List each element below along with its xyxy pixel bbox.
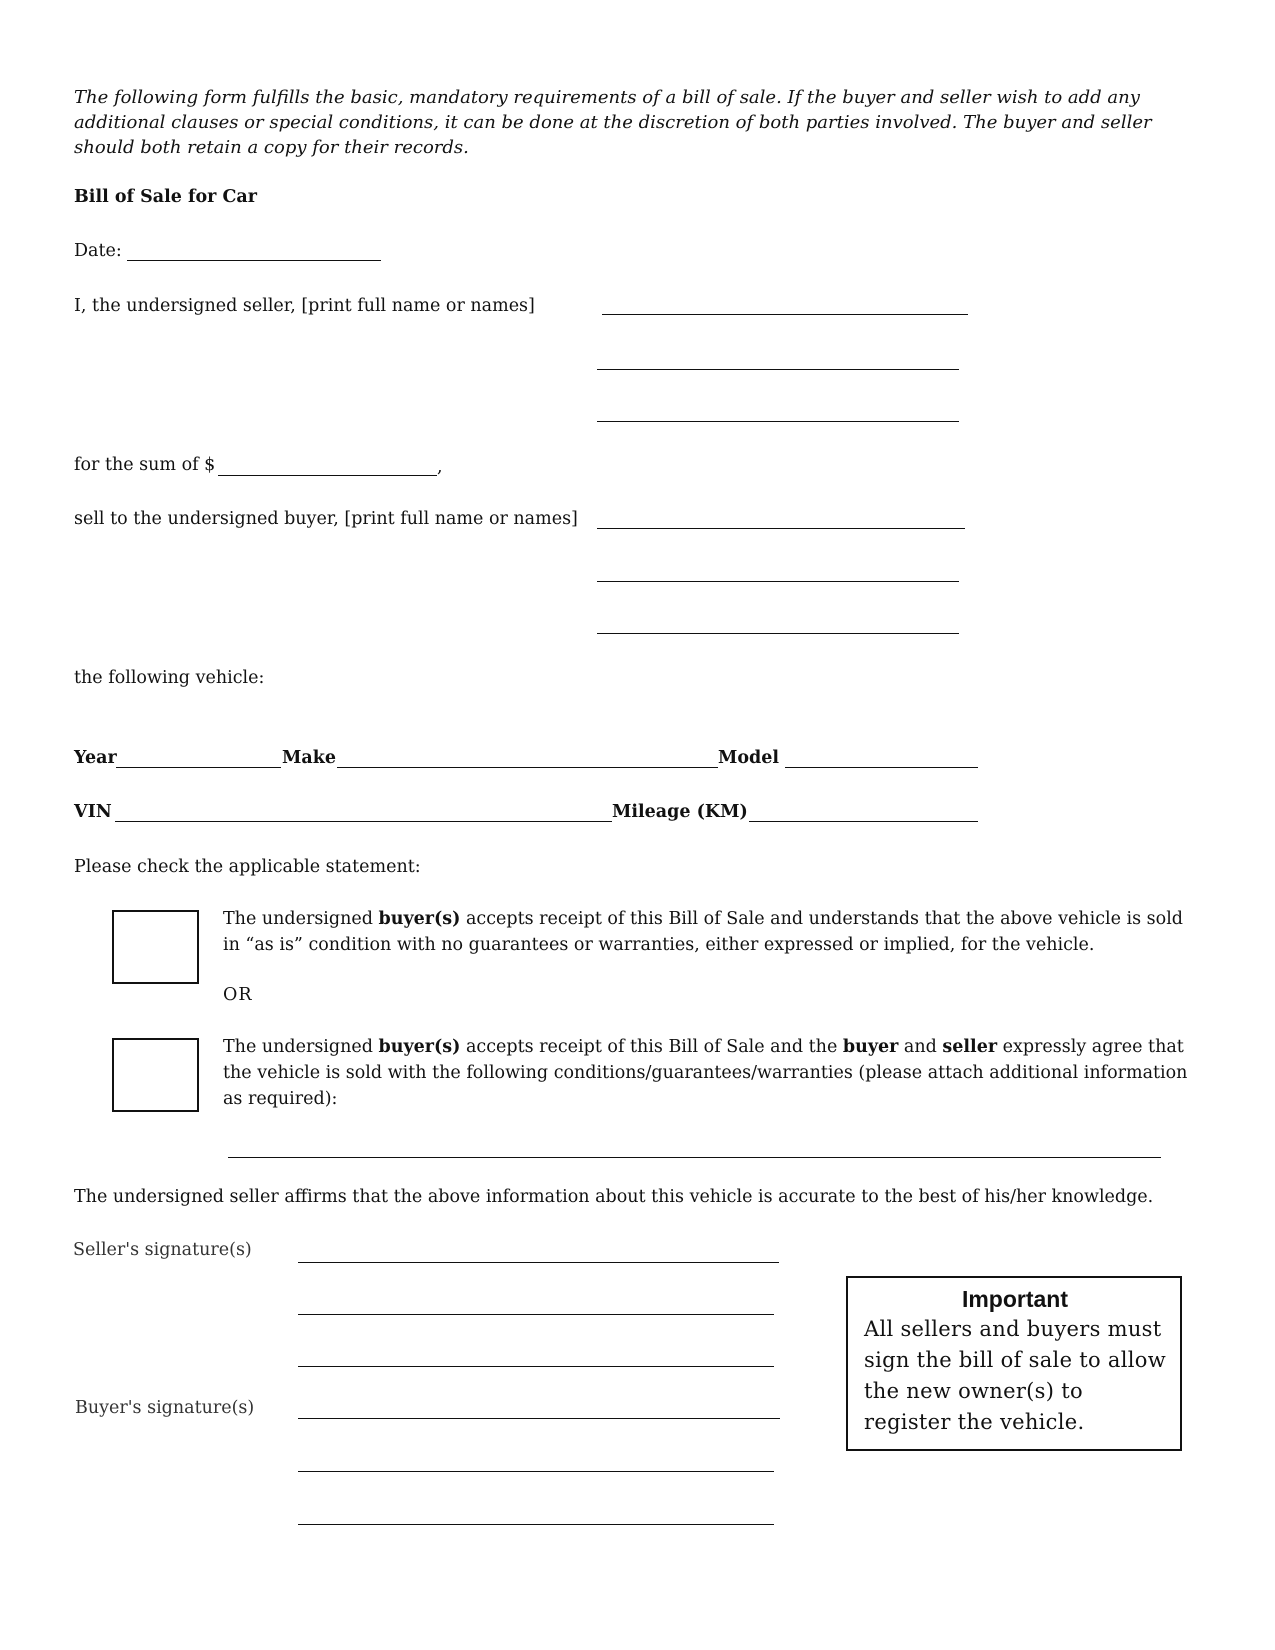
- seller-name-field-3[interactable]: [597, 421, 959, 422]
- seller-signature-label: Seller's signature(s): [73, 1240, 252, 1260]
- sum-label: for the sum of $: [74, 455, 216, 475]
- mileage-field[interactable]: [749, 821, 978, 822]
- important-notice-box: [846, 1276, 1182, 1451]
- intro-paragraph: The following form fulfills the basic, mandatory requirements of a bill of sale. If the buyer and seller wish to add any additional clauses or special conditions, it can be done at the discretion of both parties involved. The buyer and seller should both retain a copy for their records.: [74, 87, 1152, 158]
- sum-field[interactable]: [218, 475, 437, 476]
- date-label: Date:: [74, 241, 122, 261]
- buyer-name-field-3[interactable]: [597, 633, 959, 634]
- conditions-field[interactable]: [228, 1157, 1161, 1158]
- make-label: Make: [282, 748, 336, 768]
- form-title: Bill of Sale for Car: [74, 187, 257, 207]
- seller-name-field-2[interactable]: [597, 369, 959, 370]
- or-separator: OR: [223, 985, 253, 1005]
- vehicle-label: the following vehicle:: [74, 668, 265, 688]
- seller-name-field-1[interactable]: [602, 314, 968, 315]
- buyer-signature-label: Buyer's signature(s): [75, 1398, 255, 1418]
- seller-name-label: I, the undersigned seller, [print full name or names]: [74, 296, 535, 316]
- sum-suffix: ,: [437, 457, 443, 477]
- buyer-name-field-2[interactable]: [597, 581, 959, 582]
- make-field[interactable]: [337, 767, 718, 768]
- seller-signature-field-2[interactable]: [298, 1314, 774, 1315]
- vin-label: VIN: [74, 802, 112, 822]
- seller-signature-field-1[interactable]: [298, 1262, 779, 1263]
- as-is-checkbox[interactable]: [112, 910, 199, 984]
- model-field[interactable]: [785, 767, 978, 768]
- buyer-signature-field-3[interactable]: [298, 1524, 774, 1525]
- vin-field[interactable]: [115, 821, 612, 822]
- year-field[interactable]: [116, 767, 281, 768]
- conditions-statement: The undersigned buyer(s) accepts receipt of this Bill of Sale and the buyer and seller expressly agree that the vehicle is sold with the following conditions/guarantees/warranties (please attach additional information as required):: [223, 1037, 1188, 1109]
- check-prompt: Please check the applicable statement:: [74, 857, 421, 877]
- buyer-signature-field-1[interactable]: [298, 1418, 780, 1419]
- important-text: All sellers and buyers must sign the bill of sale to allow the new owner(s) to register the vehicle.: [864, 1317, 1167, 1434]
- affirm-statement: The undersigned seller affirms that the above information about this vehicle is accurate to the best of his/her knowledge.: [74, 1187, 1154, 1207]
- mileage-label: Mileage (KM): [612, 802, 748, 822]
- date-field[interactable]: [127, 260, 381, 261]
- buyer-signature-field-2[interactable]: [298, 1471, 774, 1472]
- buyer-name-field-1[interactable]: [597, 528, 965, 529]
- year-label: Year: [74, 748, 117, 768]
- seller-signature-field-3[interactable]: [298, 1366, 774, 1367]
- conditions-checkbox[interactable]: [112, 1038, 199, 1112]
- buyer-name-label: sell to the undersigned buyer, [print full name or names]: [74, 509, 578, 529]
- important-title: Important: [961, 1286, 1069, 1312]
- model-label: Model: [718, 748, 780, 768]
- as-is-statement: The undersigned buyer(s) accepts receipt of this Bill of Sale and understands that the above vehicle is sold in “as is” condition with no guarantees or warranties, either expressed or implied, for the vehicle.: [223, 909, 1183, 955]
